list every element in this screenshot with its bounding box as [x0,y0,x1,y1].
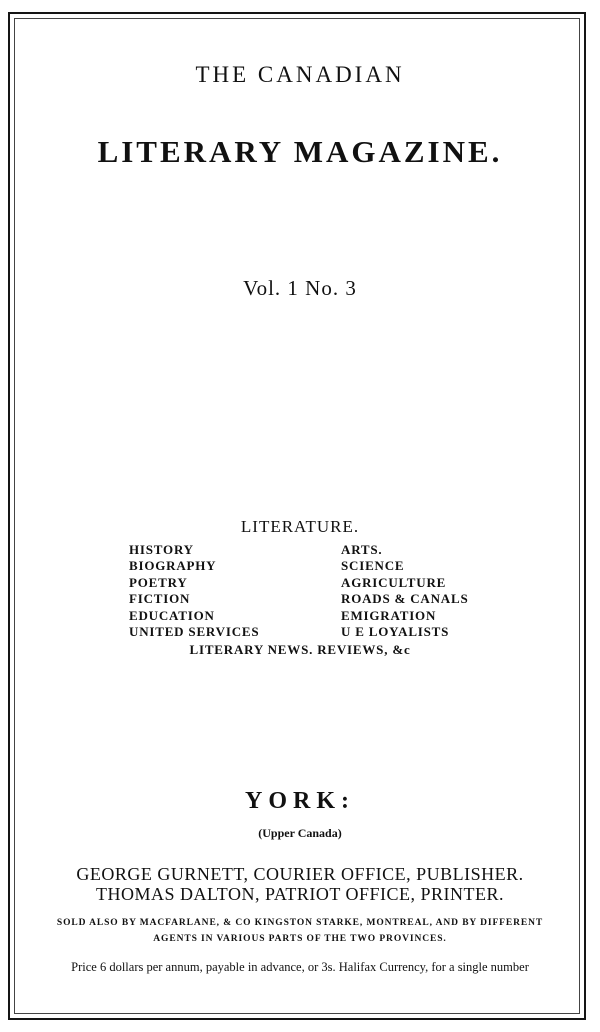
topic-ue-loyalists: U E LOYALISTS [341,624,450,640]
topics-right-column [341,542,469,640]
topic-science: SCIENCE [341,558,405,574]
contents-footer: LITERARY NEWS. REVIEWS, &c [189,642,411,657]
topics-left-column [129,542,259,640]
topic-poetry: POETRY [129,574,188,590]
topic-emigration: EMIGRATION [341,607,437,623]
magazine-series: THE CANADIAN [195,62,405,87]
topic-united-services: UNITED SERVICES [129,624,260,640]
topic-fiction: FICTION [129,591,191,607]
topic-history: HISTORY [129,542,194,557]
imprint-printer: THOMAS DALTON, PATRIOT OFFICE, PRINTER. [95,884,505,904]
topic-arts: ARTS. [341,542,383,557]
imprint-place: YORK: [245,788,355,814]
imprint-agents-line-2: AGENTS IN VARIOUS PARTS OF THE TWO PROVINCES. [153,934,447,944]
topic-roads-canals: ROADS & CANALS [341,591,469,607]
topic-education: EDUCATION [129,607,215,623]
imprint-agents-line-1: SOLD ALSO BY MACFARLANE, & CO KINGSTON STARKE, MONTREAL, AND BY DIFFERENT [56,918,544,928]
imprint-publisher: GEORGE GURNETT, COURIER OFFICE, PUBLISHER. [76,864,524,884]
imprint-region: (Upper Canada) [258,826,342,840]
topic-biography: BIOGRAPHY [129,558,217,574]
contents-heading: LITERATURE. [240,517,360,536]
magazine-title: LITERARY MAGAZINE. [97,134,503,169]
imprint-price: Price 6 dollars per annum, payable in advance, or 3s. Halifax Currency, for a single number [71,960,529,974]
topic-agriculture: AGRICULTURE [341,574,447,590]
volume-number: Vol. 1 No. 3 [243,276,357,300]
